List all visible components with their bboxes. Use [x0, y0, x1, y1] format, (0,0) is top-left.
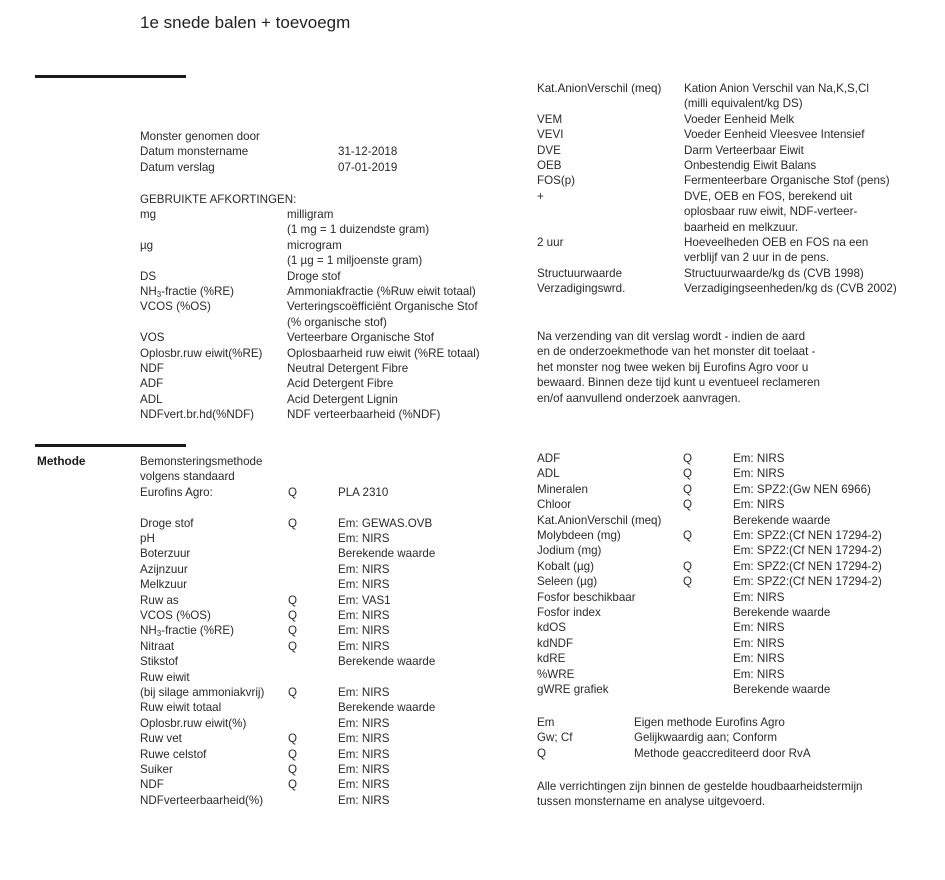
top-divider — [35, 75, 186, 78]
abbreviation-desc: Hoeveelheden OEB en FOS na een — [684, 236, 869, 249]
method-parameter: $NH_3$-fractie (%RE) — [140, 624, 234, 639]
method-parameter: ADL — [537, 467, 560, 481]
method-code: Em: SPZ2:(Cf NEN 17294-2) — [733, 544, 882, 558]
method-code: Berekende waarde — [733, 683, 831, 696]
method-parameter: Boterzuur — [140, 547, 191, 561]
abbreviation-desc: (1 mg = 1 duizendste gram) — [287, 223, 430, 237]
footer-line: Alle verrichtingen zijn binnen de gestelde houdbaarheidstermijn — [537, 780, 863, 793]
method-parameter: Ruw vet — [140, 732, 182, 746]
abbreviation-desc: Acid Detergent Lignin — [287, 392, 398, 406]
sample-info-value: 07-01-2019 — [338, 160, 398, 174]
abbreviation-desc: Kation Anion Verschil van Na,K,S,Cl — [684, 82, 869, 95]
abbreviation-desc: Acid Detergent Fibre — [287, 377, 394, 391]
method-code: Em: NIRS — [733, 621, 785, 635]
abbreviation-term: Oplosbr.ruw eiwit(%RE) — [140, 346, 263, 360]
notice-line: bewaard. Binnen deze tijd kunt u eventueel reclameren — [537, 376, 820, 390]
method-accreditation: Q — [683, 467, 693, 481]
abbreviation-desc: Verzadigingseenheden/kg ds (CVB 2002) — [684, 282, 897, 296]
method-code: Berekende waarde — [733, 606, 831, 619]
method-parameter: NDFverteerbaarheid(%) — [140, 793, 264, 807]
method-code: Em: NIRS — [733, 667, 785, 681]
method-accreditation: Q — [288, 686, 298, 699]
abbreviation-term: VCOS (%OS) — [140, 300, 211, 314]
sample-info-label: Datum verslag — [140, 160, 215, 174]
abbreviation-desc: Droge stof — [287, 269, 341, 283]
method-accreditation: Q — [683, 559, 693, 573]
method-code: Em: NIRS — [733, 590, 785, 604]
method-parameter: Ruw as — [140, 593, 179, 607]
method-parameter: Bemonsteringsmethode — [140, 455, 263, 468]
method-parameter: Ruw eiwit — [140, 670, 190, 684]
method-parameter: Eurofins Agro: — [140, 485, 213, 499]
method-parameter: Melkzuur — [140, 578, 188, 592]
abbreviation-desc: (% organische stof) — [287, 315, 387, 329]
method-parameter: Kat.AnionVerschil (meq) — [537, 513, 662, 527]
legend-desc: Gelijkwaardig aan; Conform — [634, 731, 778, 745]
abbreviation-desc: Verteringscoëfficiënt Organische Stof — [287, 300, 478, 314]
method-code: Em: NIRS — [338, 778, 390, 792]
notice-line: Na verzending van dit verslag wordt - indien de aard — [537, 330, 806, 343]
abbreviation-term: VEM — [537, 112, 563, 126]
method-code: Em: NIRS — [733, 467, 785, 481]
abbreviation-desc: NDF verteerbaarheid (%NDF) — [287, 408, 441, 422]
method-accreditation: Q — [288, 639, 298, 653]
abbreviation-desc: Verteerbare Organische Stof — [287, 331, 434, 345]
method-parameter: (bij silage ammoniakvrij) — [140, 686, 265, 699]
abbreviation-desc: Ammoniakfractie (%Ruw eiwit totaal) — [287, 285, 476, 298]
abbreviation-term: $NH_3$-fractie (%RE) — [140, 285, 234, 299]
method-code: Em: SPZ2:(Cf NEN 17294-2) — [733, 575, 882, 589]
method-code: Berekende waarde — [338, 655, 436, 669]
abbreviation-term: DVE — [537, 143, 561, 157]
notice-line: en/of aanvullend onderzoek aanvragen. — [537, 391, 741, 405]
method-parameter: Fosfor index — [537, 606, 601, 619]
method-parameter: NDF — [140, 778, 164, 792]
abbreviation-term: µg — [140, 238, 154, 252]
method-parameter: Mineralen — [537, 482, 588, 496]
method-parameter: Chloor — [537, 498, 572, 512]
method-parameter: Suiker — [140, 763, 173, 776]
method-parameter: gWRE grafiek — [537, 683, 609, 696]
method-parameter: Nitraat — [140, 639, 175, 653]
abbreviation-desc: Onbestendig Eiwit Balans — [684, 159, 817, 172]
method-code: Em: NIRS — [338, 686, 390, 699]
method-parameter: Azijnzuur — [140, 562, 188, 576]
method-parameter: Stikstof — [140, 655, 179, 669]
abbreviation-term: DS — [140, 269, 157, 283]
abbreviation-term: mg — [140, 208, 157, 221]
abbreviation-desc: verblijf van 2 uur in de pens. — [684, 251, 830, 265]
method-parameter: Kobalt (µg) — [537, 559, 594, 573]
abbreviation-desc: Neutral Detergent Fibre — [287, 362, 409, 375]
sample-info-value: 31-12-2018 — [338, 145, 398, 159]
abbreviation-term: VEVI — [537, 128, 564, 142]
abbreviation-term: VOS — [140, 331, 165, 345]
method-code: Em: NIRS — [338, 609, 390, 622]
method-code: Berekende waarde — [733, 513, 831, 527]
method-accreditation: Q — [683, 498, 693, 512]
method-parameter: %WRE — [537, 667, 575, 681]
method-parameter: Molybdeen (mg) — [537, 529, 621, 542]
sample-info-label: Datum monstername — [140, 145, 249, 159]
legend-desc: Eigen methode Eurofins Agro — [634, 716, 785, 729]
notice-line: het monster nog twee weken bij Eurofins Agro voor u — [537, 360, 809, 374]
method-parameter: Oplosbr.ruw eiwit(%) — [140, 716, 247, 730]
method-code: Em: NIRS — [733, 652, 785, 666]
method-accreditation: Q — [683, 575, 693, 589]
page-title: 1e snede balen + toevoegm — [140, 13, 351, 32]
method-code: PLA 2310 — [338, 485, 389, 499]
method-parameter: ADF — [537, 452, 561, 465]
method-accreditation: Q — [288, 763, 298, 776]
method-parameter: Droge stof — [140, 516, 194, 530]
method-parameter: Seleen (µg) — [537, 575, 598, 589]
method-parameter: kdRE — [537, 652, 566, 666]
method-parameter: Ruw eiwit totaal — [140, 701, 222, 715]
abbreviation-desc: milligram — [287, 208, 334, 221]
method-accreditation: Q — [683, 482, 693, 496]
method-parameter: Ruwe celstof — [140, 747, 207, 761]
method-parameter: volgens standaard — [140, 470, 235, 484]
method-code: Em: NIRS — [338, 732, 390, 746]
method-parameter: kdNDF — [537, 636, 574, 650]
method-accreditation: Q — [683, 529, 693, 542]
abbreviation-desc: oplosbaar ruw eiwit, NDF-verteer- — [684, 205, 858, 219]
legend-code: Em — [537, 716, 555, 729]
abbreviation-term: + — [537, 189, 544, 203]
notice-line: en de onderzoekmethode van het monster dit toelaat - — [537, 345, 816, 359]
method-code: Em: NIRS — [733, 452, 785, 465]
method-accreditation: Q — [288, 485, 298, 499]
abbreviation-desc: microgram — [287, 238, 342, 252]
abbreviation-desc: DVE, OEB en FOS, berekend uit — [684, 189, 853, 203]
abbreviation-term: ADL — [140, 392, 163, 406]
method-code: Em: NIRS — [338, 578, 390, 592]
method-code: Em: NIRS — [733, 636, 785, 650]
legend-code: Gw; Cf — [537, 731, 573, 745]
abbreviation-term: Verzadigingswrd. — [537, 282, 626, 296]
method-parameter: Fosfor beschikbaar — [537, 590, 636, 604]
method-code: Em: NIRS — [338, 716, 390, 730]
method-code: Em: NIRS — [338, 532, 390, 545]
method-code: Em: NIRS — [338, 793, 390, 807]
method-parameter: VCOS (%OS) — [140, 609, 211, 622]
sample-info-label: Monster genomen door — [140, 130, 260, 143]
method-code: Berekende waarde — [338, 547, 436, 561]
method-code: Em: NIRS — [733, 498, 785, 512]
method-code: Em: NIRS — [338, 624, 390, 638]
abbreviation-term: ADF — [140, 377, 164, 391]
method-code: Em: NIRS — [338, 639, 390, 653]
abbreviations-heading: GEBRUIKTE AFKORTINGEN: — [140, 193, 297, 206]
method-accreditation: Q — [288, 609, 298, 622]
abbreviation-term: Kat.AnionVerschil (meq) — [537, 82, 662, 95]
abbreviation-desc: Voeder Eenheid Melk — [684, 112, 795, 126]
method-parameter: pH — [140, 532, 155, 545]
method-code: Em: SPZ2:(Cf NEN 17294-2) — [733, 559, 882, 573]
method-heading: Methode — [37, 454, 86, 468]
abbreviation-desc: Structuurwaarde/kg ds (CVB 1998) — [684, 266, 864, 280]
method-code: Em: NIRS — [338, 747, 390, 761]
method-code: Em: GEWAS.OVB — [338, 516, 433, 530]
method-accreditation: Q — [288, 516, 298, 530]
method-code: Em: SPZ2:(Gw NEN 6966) — [733, 482, 871, 496]
method-parameter: kdOS — [537, 621, 566, 635]
method-accreditation: Q — [288, 624, 298, 638]
abbreviation-desc: Fermenteerbare Organische Stof (pens) — [684, 174, 890, 188]
abbreviation-desc: (1 µg = 1 miljoenste gram) — [287, 254, 423, 268]
method-code: Em: SPZ2:(Cf NEN 17294-2) — [733, 529, 882, 542]
method-code: Em: NIRS — [338, 763, 390, 776]
abbreviation-desc: Darm Verteerbaar Eiwit — [684, 143, 804, 157]
footer-line: tussen monstername en analyse uitgevoerd. — [537, 795, 766, 809]
abbreviation-term: FOS(p) — [537, 174, 576, 188]
method-accreditation: Q — [288, 778, 298, 792]
method-code: Em: VAS1 — [338, 593, 391, 607]
abbreviation-term: OEB — [537, 159, 562, 172]
abbreviation-term: 2 uur — [537, 236, 564, 249]
legend-code: Q — [537, 746, 547, 760]
abbreviation-desc: (milli equivalent/kg DS) — [684, 97, 803, 111]
abbreviation-desc: baarheid en melkzuur. — [684, 220, 799, 234]
abbreviation-term: Structuurwaarde — [537, 266, 623, 280]
method-code: Berekende waarde — [338, 701, 436, 715]
method-code: Em: NIRS — [338, 562, 390, 576]
method-accreditation: Q — [288, 593, 298, 607]
method-accreditation: Q — [683, 452, 693, 465]
method-parameter: Jodium (mg) — [537, 544, 602, 558]
abbreviation-desc: Voeder Eenheid Vleesvee Intensief — [684, 128, 865, 142]
method-divider — [35, 444, 186, 447]
abbreviation-desc: Oplosbaarheid ruw eiwit (%RE totaal) — [287, 346, 480, 360]
abbreviation-term: NDF — [140, 362, 164, 375]
abbreviation-term: NDFvert.br.hd(%NDF) — [140, 408, 255, 422]
method-accreditation: Q — [288, 732, 298, 746]
method-accreditation: Q — [288, 747, 298, 761]
legend-desc: Methode geaccrediteerd door RvA — [634, 746, 811, 760]
